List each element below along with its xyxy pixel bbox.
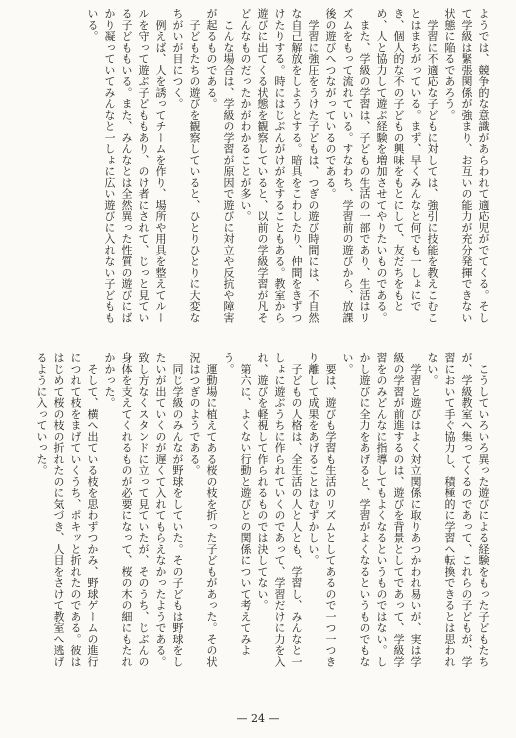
text-block-lower: こうしていろいろ異った遊びによる経験をもった子どもたちが、学級教室へ集ってくるのであって、これらの子どもが、学習において手ぐ協力し、積極的に学習へ転換できるとは思われない。 学習と遊びはよく対立関係に取りあつかわれ易いが、実は学級の学習が前進するのは、遊びを背景としてであって、学級学習をのみどんなに指導してもよくなるというものではない。しかし遊びに全力をあげると、学習がよくなるというものでもない。 要は、遊びも学習も生活のリズムとしてあるので一つ一つきり離して成果をあげることはむずかしい。 子どもの人格は、全生活の人と人とも、学習し、みんなと一しょに遊ぶうちに作られていくのであって、学習だけに力を入れ、遊びを軽視して作られるものでは決してない。 第六に、よくない行動と遊びとの関係について考えてみよう。 運動場に植えてある桜の枝を折った子どもがあった。その状況はつぎのようである。 同じ学級のみんなが野球をしていた。その子どもは野球をしたいが出ていくのが遅くて入れてもらえなかったようである。致し方なくスタンドに立って見ていたが、そのうち、じぶんの身体を支えてくれるものが必要になって、桜の木の細にもたれかかった。 そして、横へ出ている枝を思わずつかみ、野球ゲームの進行につれて枝をまげていくうち、ポキッと折れたのである。彼ははじめて桜の枝の折れたのに気づき、人目をさけて教室へ逃げるように入っていった。 bbox=[35, 352, 490, 667]
page-number: — 24 — bbox=[236, 712, 280, 725]
text-block-upper: ようでは、競争的な意識があらわれて適応児がでてくる。そして学級は緊張関係が強まり、お互いの能力が充分発揮できない状態に陥るであろう。 学習に不適応な子どもに対しては、強引に技能を教えこむことはまちがっている。まず、早くみんなと何でも一しょにでき、個人的な不の子どもの興味をもとにして、友だちをもとめ、人と協力して遊ぶ経験を増加させてやりたいものである。 また、学級の学習は、子どもの生活の一部であり、生活はリズムをもって流れている。すなわち、学習前の遊びから、放課後の遊びへつながっているのである。 学習に強圧をうけた子どもは、つぎの遊び時間には、不自然な自己解放をしようとする。暗具をこわしたり、仲間をきずつけたりする。時にはじぶんがけがをすることもある。教室から遊びに出てくる状態を観察していると、以前の学級学習が凡そどんなものだったかがわかることが多い。 こんな場合は、学級の学習が原因で遊びに対立や反抗や障害が起るものである。 子どもたちの遊びを観察していると、ひとりひとりに大変なちがいが目につく。 例えば、人を誘ってチームを作り、場所や用具を整えてルールを守って遊ぶ子どももあり、のけ者にされて、じっと見ている子どももいる。また、みんなとは全然異った性質の遊びにばかり凝っていてみんなと一しょに広い遊びに入れない子どももいる。 bbox=[86, 8, 490, 323]
